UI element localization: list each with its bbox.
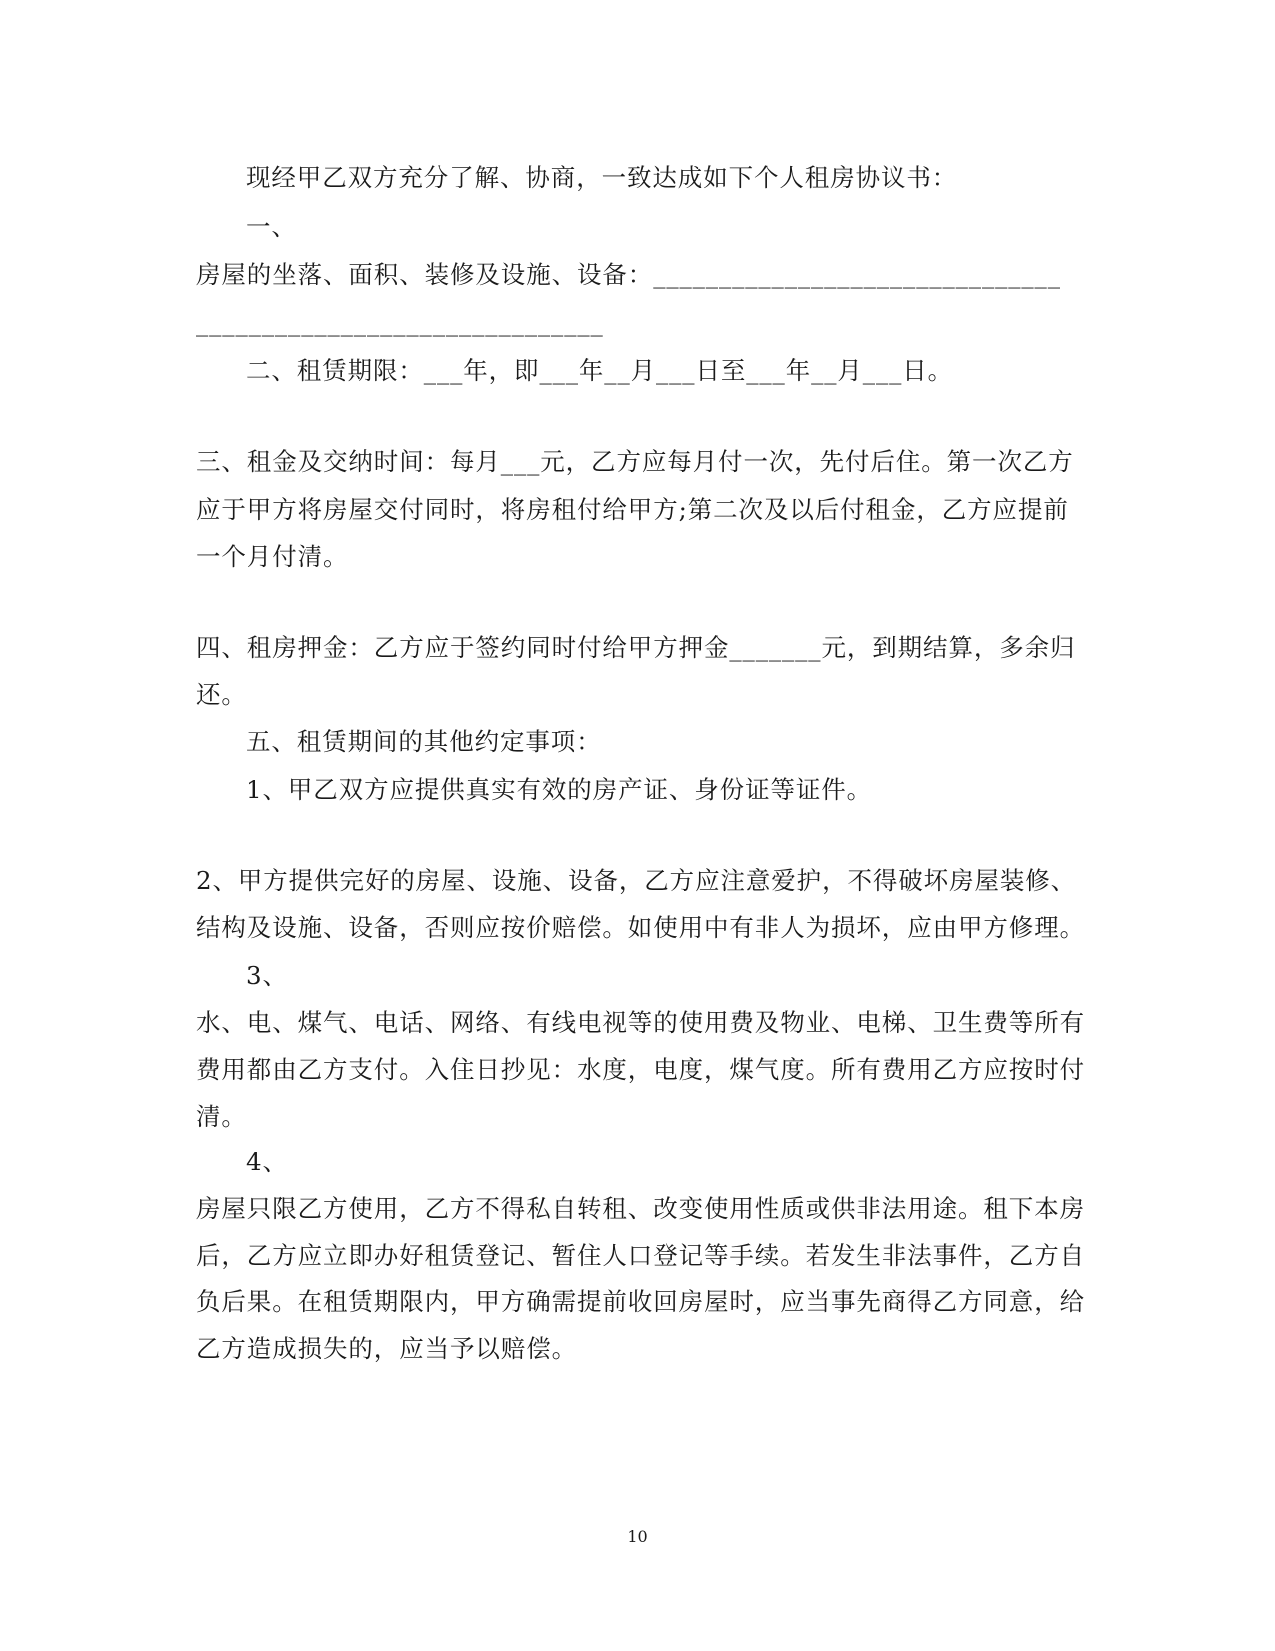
page-number: 10 xyxy=(627,1527,648,1546)
item-3-number: 3、 xyxy=(246,961,288,990)
item-2-line-2: 结构及设施、设备，否则应按价赔偿。如使用中有非人为损坏，应由甲方修理。 xyxy=(196,913,1085,942)
section-1-number: 一、 xyxy=(246,212,297,241)
item-3-line-3: 清。 xyxy=(196,1102,247,1131)
section-2-line: 二、租赁期限：___年，即___年__月___日至___年__月___日。 xyxy=(246,356,954,385)
item-4-line-1: 房屋只限乙方使用，乙方不得私自转租、改变使用性质或供非法用途。租下本房 xyxy=(196,1194,1085,1223)
section-4-line-2: 还。 xyxy=(196,680,247,709)
item-4-number: 4、 xyxy=(246,1147,288,1176)
section-5-heading: 五、租赁期间的其他约定事项： xyxy=(246,727,602,756)
item-3-line-1: 水、电、煤气、电话、网络、有线电视等的使用费及物业、电梯、卫生费等所有 xyxy=(196,1008,1085,1037)
item-4-line-3: 负后果。在租赁期限内，甲方确需提前收回房屋时，应当事先商得乙方同意，给 xyxy=(196,1287,1085,1316)
item-1-line: 1、甲乙双方应提供真实有效的房产证、身份证等证件。 xyxy=(246,775,873,804)
item-2-line-1: 2、甲方提供完好的房屋、设施、设备，乙方应注意爱护，不得破坏房屋装修、 xyxy=(196,866,1077,895)
section-3-line-1: 三、租金及交纳时间：每月___元，乙方应每月付一次，先付后住。第一次乙方 xyxy=(196,447,1074,476)
section-4-line-1: 四、租房押金：乙方应于签约同时付给甲方押金_______元，到期结算，多余归 xyxy=(196,633,1076,662)
section-1-line-2: _______________________________ xyxy=(196,308,604,337)
section-3-line-2: 应于甲方将房屋交付同时，将房租付给甲方;第二次及以后付租金，乙方应提前 xyxy=(196,495,1069,524)
intro-line: 现经甲乙双方充分了解、协商，一致达成如下个人租房协议书： xyxy=(246,163,958,192)
section-3-line-3: 一个月付清。 xyxy=(196,542,349,571)
item-4-line-4: 乙方造成损失的，应当予以赔偿。 xyxy=(196,1334,577,1363)
item-3-line-2: 费用都由乙方支付。入住日抄见：水度，电度，煤气度。所有费用乙方应按时付 xyxy=(196,1055,1085,1084)
section-1-line-1: 房屋的坐落、面积、装修及设施、设备：_______________________________ xyxy=(196,260,1061,289)
item-4-line-2: 后，乙方应立即办好租赁登记、暂住人口登记等手续。若发生非法事件，乙方自 xyxy=(196,1241,1085,1270)
